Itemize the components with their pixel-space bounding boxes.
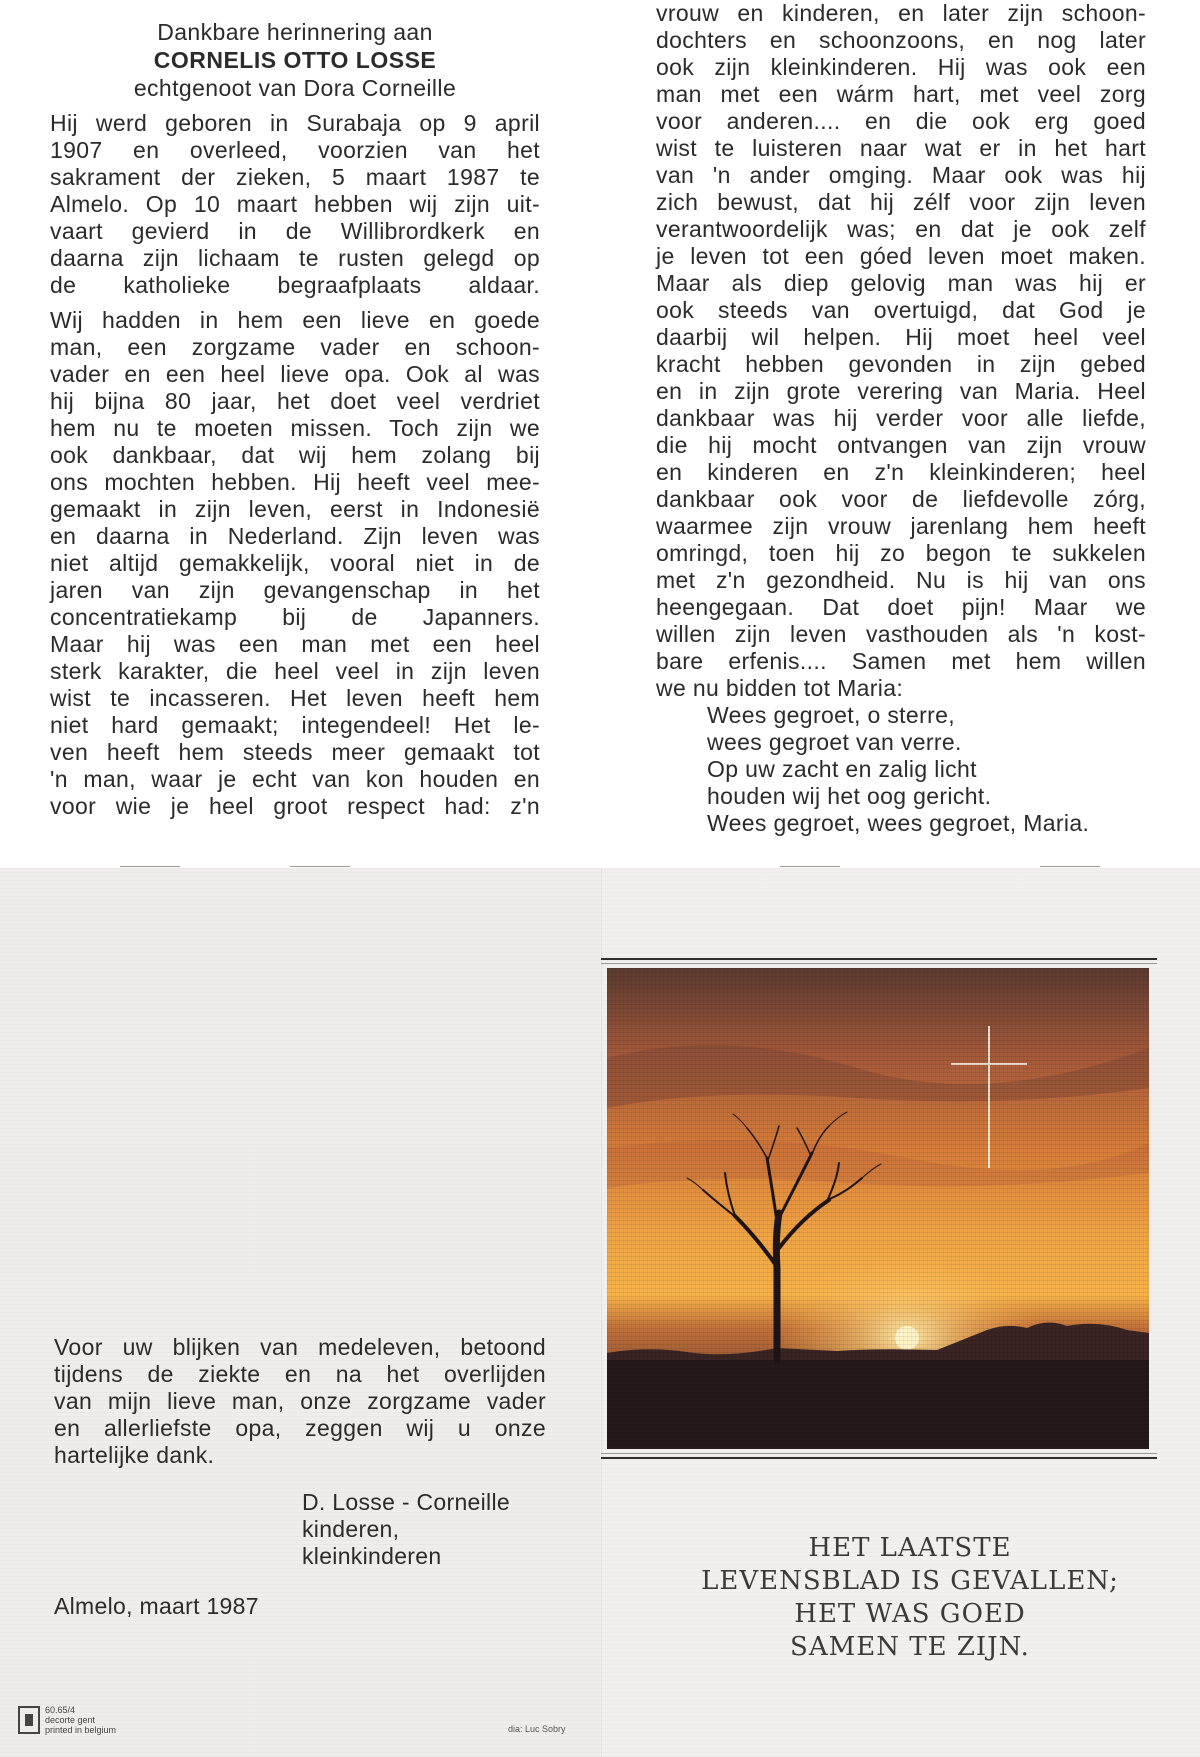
signature-line: kinderen,: [302, 1516, 400, 1542]
text-line: omringd, toen hij zo begon te sukkelen: [656, 540, 1146, 566]
text-line: ook dankbaar, dat wij hem zolang bij: [50, 442, 540, 468]
text-line: niet altijd gemakkelijk, vooral niet in de: [50, 550, 540, 576]
text-line: zich bewust, dat hij zélf voor zijn leven: [656, 189, 1146, 215]
text-line: hij bijna 80 jaar, het doet veel verdriet: [50, 388, 540, 414]
text-line: willen zijn leven vasthouden als 'n kost-: [656, 621, 1146, 647]
poem-line: wees gegroet van verre.: [707, 729, 962, 755]
text-line: en kinderen en z'n kleinkinderen; heel: [656, 459, 1146, 485]
spouse-line: echtgenoot van Dora Corneille: [133, 75, 457, 101]
text-line: kracht hebben gevonden in zijn gebed: [656, 351, 1146, 377]
fold-mark: [780, 866, 840, 867]
text-line: Maar als diep gelovig man was hij er: [656, 270, 1146, 296]
signature-line: D. Losse - Corneille: [302, 1489, 510, 1515]
text-line: gemaakt in zijn leven, eerst in Indonesië: [50, 496, 540, 522]
text-line: concentratiekamp bij de Japanners.: [50, 604, 540, 630]
family-signature: [302, 1489, 510, 1570]
inside-left-page: [0, 0, 600, 855]
text-line: tijdens de ziekte en na het overlijden: [54, 1361, 546, 1387]
back-cover: [0, 868, 603, 1757]
verse-line: HET WAS GOED: [794, 1599, 1026, 1629]
text-line: je leven tot een góed leven moet maken.: [656, 243, 1146, 269]
text-line: hartelijke dank.: [54, 1442, 215, 1468]
text-line: 'n man, waar je echt van kon houden en: [50, 766, 540, 792]
memorial-text-right: [656, 0, 1146, 837]
poem-line: houden wij het oog gericht.: [707, 783, 992, 809]
text-line: sakrament der zieken, 5 maart 1987 te: [50, 164, 540, 190]
printer-code: 60.65/4: [45, 1705, 76, 1715]
text-line: Hij werd geboren in Surabaja op 9 april: [50, 110, 540, 136]
signature-line: kleinkinderen: [302, 1543, 442, 1569]
cover-verse: [640, 1532, 1180, 1664]
text-line: ook steeds van overtuigd, dat God je: [656, 297, 1146, 323]
photo-credit: dia: Luc Sobry: [508, 1724, 566, 1734]
memorial-text-left: [50, 18, 540, 820]
text-line: wist te luisteren naar wat er in het hart: [656, 135, 1146, 161]
text-line: wist te incasseren. Het leven heeft hem: [50, 685, 540, 711]
text-line: verantwoordelijk was; en dat je ook zelf: [656, 216, 1146, 242]
text-line: ven heeft hem steeds meer gemaakt tot: [50, 739, 540, 765]
birth-death-paragraph: [50, 110, 540, 299]
text-line: en in zijn grote verering van Maria. Heel: [656, 378, 1146, 404]
text-line: met z'n gezondheid. Nu is hij van ons: [656, 567, 1146, 593]
bottom-rule-thin: [601, 1453, 1157, 1454]
verse-line: LEVENSBLAD IS GEVALLEN;: [701, 1566, 1119, 1596]
text-line: 1907 en overleed, voorzien van het: [50, 137, 540, 163]
fold-mark: [120, 866, 180, 867]
text-line: man met een wárm hart, met veel zorg: [656, 81, 1146, 107]
text-line: niet hard gemaakt; integendeel! Het le-: [50, 712, 540, 738]
text-line: hem nu te moeten missen. Toch zijn we: [50, 415, 540, 441]
text-line: bare erfenis.... Samen met hem willen: [656, 648, 1146, 674]
text-line: Maar hij was een man met een heel: [50, 631, 540, 657]
text-line: dankbaar ook voor de liefdevolle zórg,: [656, 486, 1146, 512]
top-rule-thin: [601, 963, 1157, 964]
printer-name: decorte gent: [45, 1715, 96, 1725]
top-rule: [601, 958, 1157, 960]
verse-line: SAMEN TE ZIJN.: [790, 1632, 1030, 1662]
text-line: jaren van zijn gevangenschap in het: [50, 577, 540, 603]
poem-line: Op uw zacht en zalig licht: [707, 756, 977, 782]
text-line: heengegaan. Dat doet pijn! Maar we: [656, 594, 1146, 620]
printer-logo-icon: [18, 1706, 40, 1734]
text-line: vrouw en kinderen, en later zijn schoon-: [656, 0, 1146, 26]
bottom-rule: [601, 1457, 1157, 1459]
text-line: we nu bidden tot Maria:: [656, 675, 904, 701]
thank-you-text: [54, 1334, 546, 1469]
text-line: en daarna in Nederland. Zijn leven was: [50, 523, 540, 549]
text-line: Almelo. Op 10 maart hebben wij zijn uit-: [50, 191, 540, 217]
text-line: sterk karakter, die heel veel in zijn leven: [50, 658, 540, 684]
heading-intro: Dankbare herinnering aan: [157, 19, 433, 45]
life-paragraph: [50, 307, 540, 820]
text-line: ook zijn kleinkinderen. Hij was ook een: [656, 54, 1146, 80]
text-line: voor wie je heel groot respect had: z'n: [50, 793, 540, 819]
text-line: daarna zijn lichaam te rusten gelegd op: [50, 245, 540, 271]
text-line: dankbaar was hij verder voor alle liefde,: [656, 405, 1146, 431]
text-line: de katholieke begraafplaats aldaar.: [50, 272, 540, 298]
text-line: die hij mocht ontvangen van zijn vrouw: [656, 432, 1146, 458]
fold-mark: [1040, 866, 1100, 867]
verse-line: HET LAATSTE: [808, 1533, 1012, 1563]
poem-line: Wees gegroet, wees gegroet, Maria.: [707, 810, 1090, 836]
text-line: voor anderen.... en die ook erg goed: [656, 108, 1146, 134]
text-line: vaart gevierd in de Willibrordkerk en: [50, 218, 540, 244]
card-fold: [601, 868, 602, 1757]
sunset-tree-photo: [607, 968, 1149, 1449]
fold-mark: [290, 866, 350, 867]
text-line: dochters en schoonzoons, en nog later: [656, 27, 1146, 53]
text-line: van 'n ander omging. Maar ook was hij: [656, 162, 1146, 188]
text-line: man, een zorgzame vader en schoon-: [50, 334, 540, 360]
text-line: Voor uw blijken van medeleven, betoond: [54, 1334, 546, 1360]
printer-origin: printed in belgium: [45, 1725, 117, 1735]
deceased-name: CORNELIS OTTO LOSSE: [153, 47, 437, 73]
text-line: daarbij wil helpen. Hij moet heel veel: [656, 324, 1146, 350]
place-date: Almelo, maart 1987: [54, 1593, 259, 1619]
poem-line: Wees gegroet, o sterre,: [707, 702, 955, 728]
text-line: vader en een heel lieve opa. Ook al was: [50, 361, 540, 387]
text-line: waarmee zijn vrouw jarenlang hem heeft: [656, 513, 1146, 539]
text-line: Wij hadden in hem een lieve en goede: [50, 307, 540, 333]
text-line: en allerliefste opa, zeggen wij u onze: [54, 1415, 546, 1441]
text-line: ons mochten hebben. Hij heeft veel mee-: [50, 469, 540, 495]
text-line: van mijn lieve man, onze zorgzame vader: [54, 1388, 546, 1414]
